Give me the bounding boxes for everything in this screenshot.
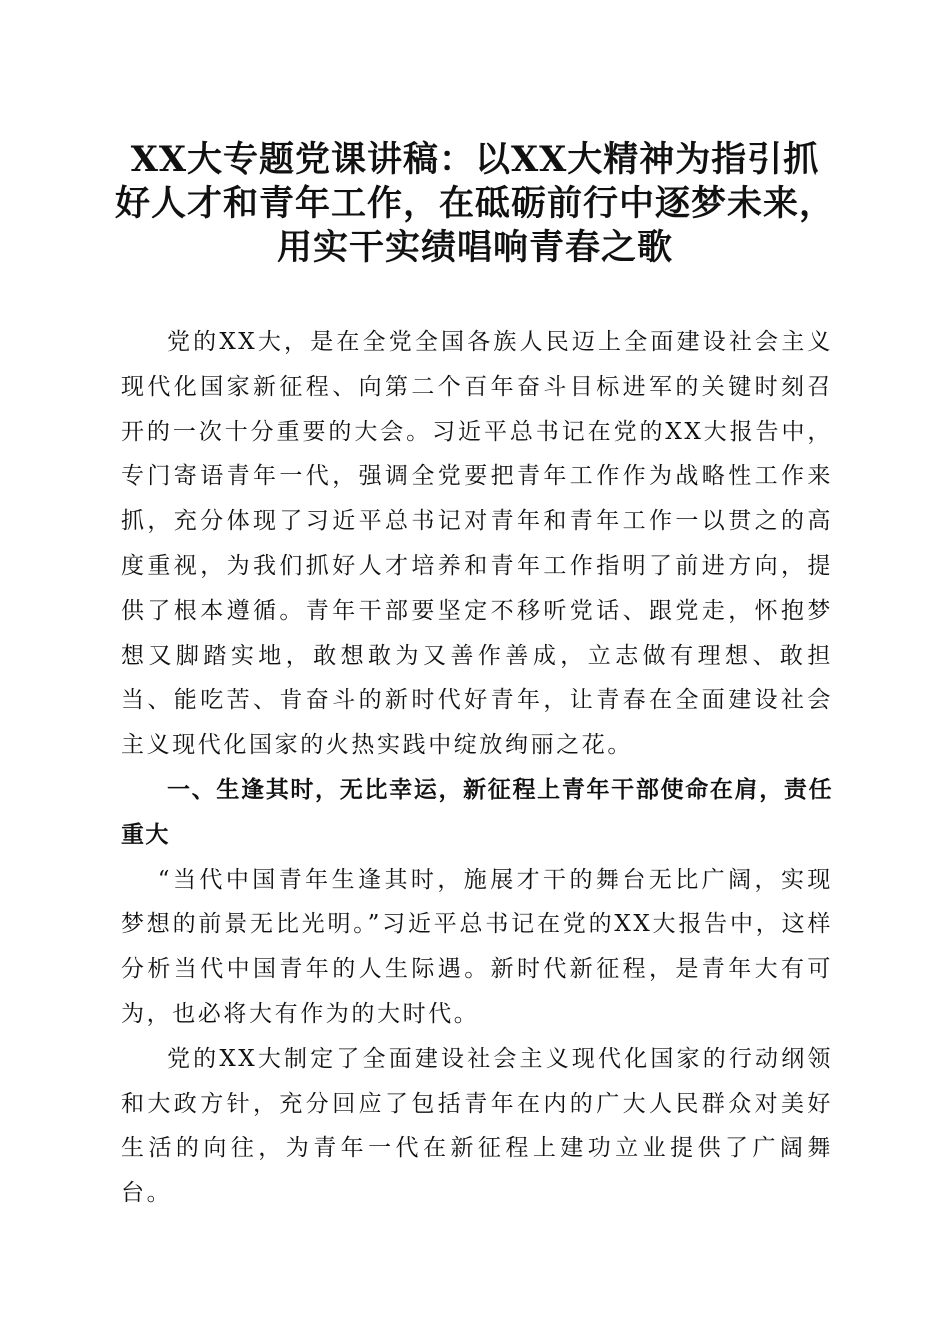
quote-paragraph: “当代中国青年生逢其时，施展才干的舞台无比广阔，实现梦想的前景无比光明。”习近平总书记在党的XX大报告中，这样分析当代中国青年的人生际遇。新时代新征程，是青年大有可为，也必将大有作为的大时代。 bbox=[121, 866, 833, 1027]
title-line-1: XX大专题党课讲稿：以XX大精神为指引抓 bbox=[130, 139, 820, 180]
title-line-3: 用实干实绩唱响青春之歌 bbox=[276, 227, 673, 268]
section-heading-1: 一、生逢其时，无比幸运，新征程上青年干部使命在肩，责任重大 bbox=[121, 776, 833, 848]
intro-paragraph: 党的XX大，是在全党全国各族人民迈上全面建设社会主义现代化国家新征程、向第二个百年奋斗目标进军的关键时刻召开的一次十分重要的大会。习近平总书记在党的XX大报告中，专门寄语青年一代，强调全党要把青年工作作为战略性工作来抓，充分体现了习近平总书记对青年和青年工作一以贯之的高度重视，为我们抓好人才培养和青年工作指明了前进方向，提供了根本遵循。青年干部要坚定不移听党话、跟党走，怀抱梦想又脚踏实地，敢想敢为又善作善成，立志做有理想、敢担当、能吃苦、肯奋斗的新时代好青年，让青春在全面建设社会主义现代化国家的火热实践中绽放绚丽之花。 bbox=[121, 329, 833, 759]
document-title bbox=[100, 138, 850, 270]
title-line-2: 好人才和青年工作，在砥砺前行中逐梦未来， bbox=[114, 183, 835, 224]
document-body bbox=[121, 320, 833, 1216]
body-paragraph: 党的XX大制定了全面建设社会主义现代化国家的行动纲领和大政方针，充分回应了包括青年在内的广大人民群众对美好生活的向往，为青年一代在新征程上建功立业提供了广阔舞台。 bbox=[121, 1045, 833, 1207]
